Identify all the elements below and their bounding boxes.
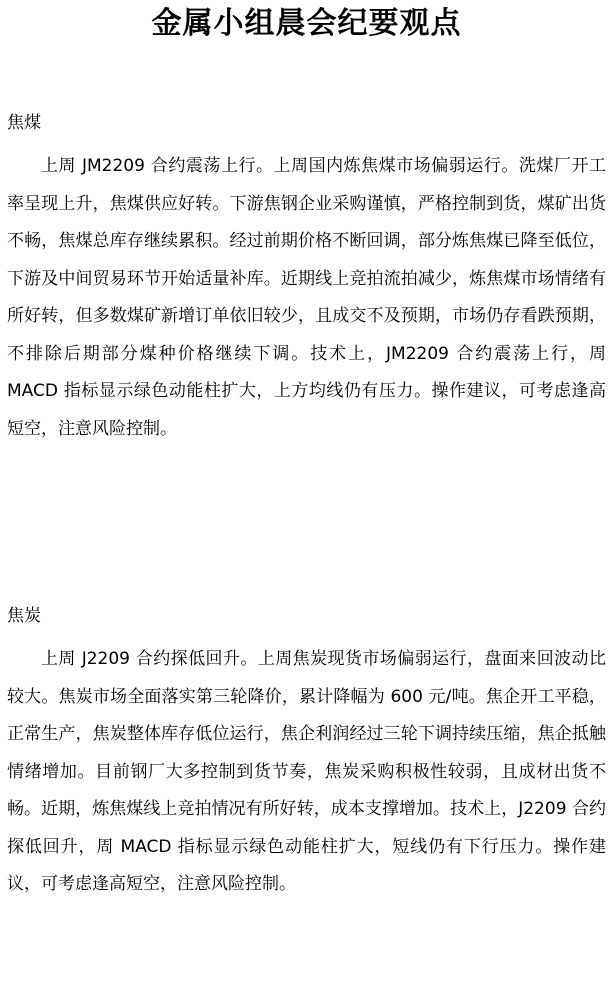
section-heading-coking-coal: 焦煤 [7, 113, 41, 133]
section-body-coking-coal: 上周 JM2209 合约震荡上行。上周国内炼焦煤市场偏弱运行。洗煤厂开工率呈现上升，焦煤供应好转。下游焦钢企业采购谨慎，严格控制到货，煤矿出货不畅，焦煤总库存继续累积。经过前期价格不断回调，部分炼焦煤已降至低位，下游及中间贸易环节开始适量补库。近期线上竞拍流拍减少，炼焦煤市场情绪有所好转，但多数煤矿新增订单依旧较少，且成交不及预期，市场仍存看跌预期，不排除后期部分煤种价格继续下调。技术上，JM2209 合约震荡上行，周 MACD 指标显示绿色动能柱扩大，上方均线仍有压力。操作建议，可考虑逢高短空，注意风险控制。 [7, 156, 606, 439]
section-body-coke: 上周 J2209 合约探低回升。上周焦炭现货市场偏弱运行，盘面来回波动比较大。焦炭市场全面落实第三轮降价，累计降幅为 600 元/吨。焦企开工平稳，正常生产，焦炭整体库存低位运行，焦企利润经过三轮下调持续压缩，焦企抵触情绪增加。目前钢厂大多控制到货节奏，焦炭采购积极性较弱，且成材出货不畅。近期，炼焦煤线上竞拍情况有所好转，成本支撑增加。技术上，J2209 合约探低回升，周 MACD 指标显示绿色动能柱扩大，短线仍有下行压力。操作建议，可考虑逢高短空，注意风险控制。 [7, 649, 606, 894]
page-title: 金属小组晨会纪要观点 [151, 6, 462, 41]
section-heading-coke: 焦炭 [7, 606, 41, 626]
